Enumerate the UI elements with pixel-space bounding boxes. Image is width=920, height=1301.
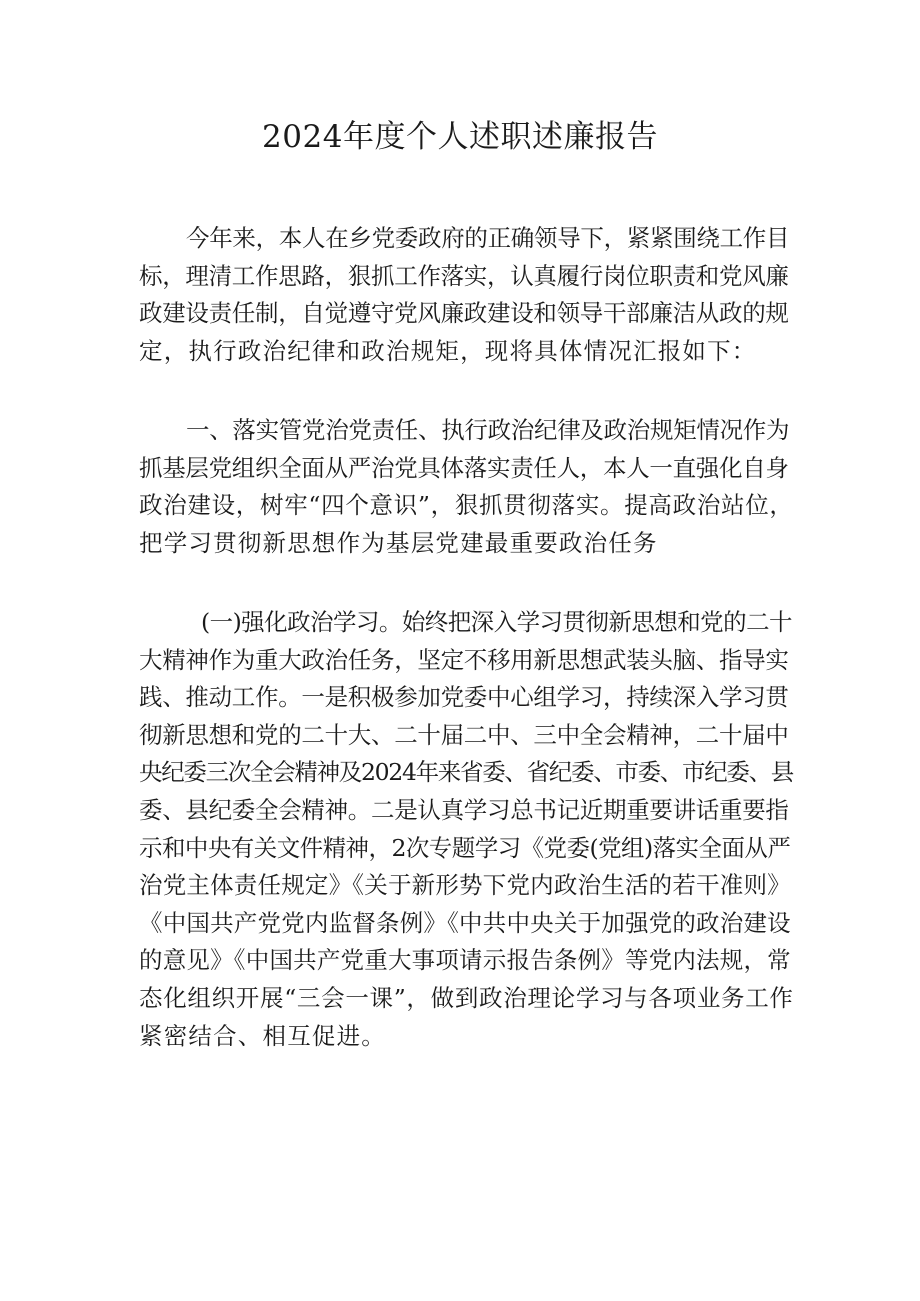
- paragraph-line: 践、推动工作。一是积极参加党委中心组学习，持续深入学习贯: [139, 683, 789, 712]
- paragraph-section-one: [139, 412, 795, 562]
- paragraph-line: 标，理清工作思路，狠抓工作落实，认真履行岗位职责和党风廉: [139, 261, 789, 290]
- paragraph-line: 今年来，本人在乡党委政府的正确领导下，紧紧围绕工作目: [186, 224, 790, 252]
- paragraph-line: 央纪委三次全会精神及2024年来省委、省纪委、市委、市纪委、县: [139, 758, 794, 787]
- paragraph-line: (一)强化政治学习。始终把深入学习贯彻新思想和党的二十: [201, 608, 792, 636]
- paragraph-line: 态化组织开展“三会一课”，做到政治理论学习与各项业务工作: [139, 983, 794, 1012]
- paragraph-line: 政建设责任制，自觉遵守党风廉政建设和领导干部廉洁从政的规: [139, 299, 789, 328]
- paragraph-line: 政治建设，树牢“四个意识”，狠抓贯彻落实。提高政治站位，: [139, 491, 794, 520]
- paragraph-political-study: [139, 604, 795, 1055]
- paragraph-line: 大精神作为重大政治任务，坚定不移用新思想武装头脑、指导实: [139, 645, 789, 674]
- paragraph-line: 的意见》《中国共产党重大事项请示报告条例》等党内法规，常: [139, 946, 791, 975]
- paragraph-line: 示和中央有关文件精神，2次专题学习《党委(党组)落实全面从严: [139, 833, 791, 862]
- paragraph-line: 彻新思想和党的二十大、二十届二中、三中全会精神，二十届中: [139, 720, 789, 749]
- paragraph-line: 治党主体责任规定》《关于新形势下党内政治生活的若干准则》: [139, 871, 791, 900]
- paragraph-line: 抓基层党组织全面从严治党具体落实责任人，本人一直强化自身: [139, 453, 789, 482]
- paragraph-intro: [139, 220, 795, 370]
- paragraph-line: 《中国共产党党内监督条例》《中共中央关于加强党的政治建设: [139, 908, 791, 937]
- paragraph-line: 一、落实管党治党责任、执行政治纪律及政治规矩情况作为: [186, 416, 790, 444]
- paragraph-line: 紧密结合、相互促进。: [139, 1021, 386, 1050]
- document-title: 2024年度个人述职述廉报告: [262, 119, 658, 155]
- paragraph-line: 委、县纪委全会精神。二是认真学习总书记近期重要讲话重要指: [139, 795, 789, 824]
- paragraph-line: 把学习贯彻新思想作为基层党建最重要政治任务: [139, 528, 658, 557]
- paragraph-line: 定，执行政治纪律和政治规矩，现将具体情况汇报如下：: [139, 336, 757, 365]
